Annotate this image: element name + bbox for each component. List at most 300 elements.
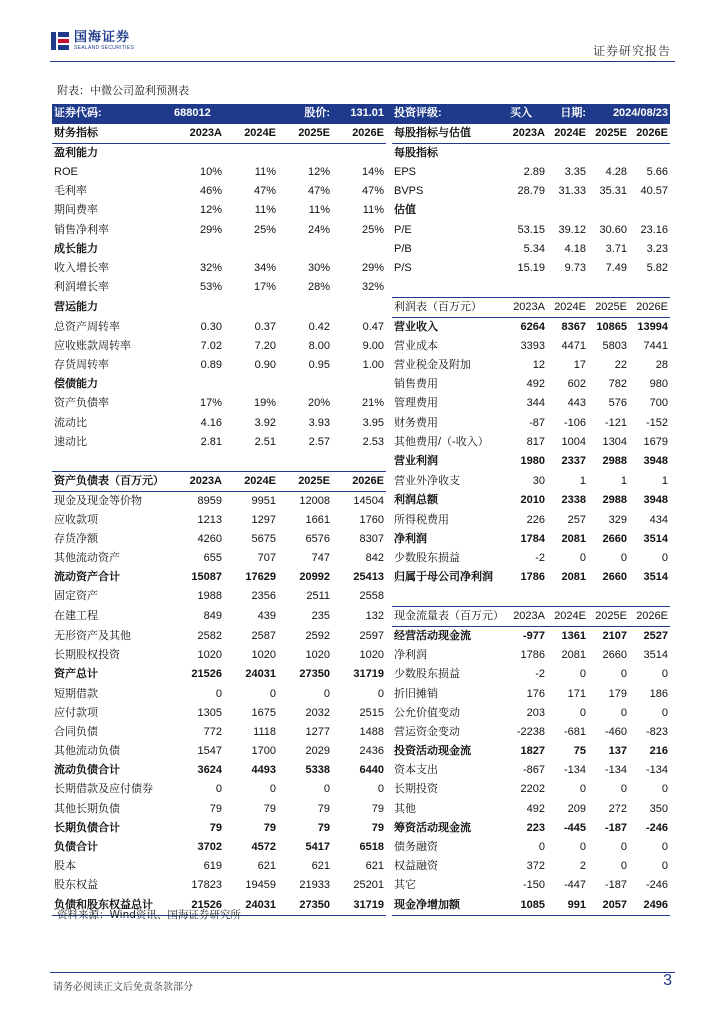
value-cell: 1 xyxy=(579,474,586,487)
value-cell: 2582 xyxy=(197,629,222,642)
table-row xyxy=(52,414,670,433)
value-cell: 3514 xyxy=(643,649,668,662)
value-cell: 17823 xyxy=(191,879,222,892)
table-row xyxy=(52,587,670,606)
value-cell: 2026E xyxy=(629,297,670,317)
value-cell: -121 xyxy=(604,416,627,429)
value-cell: 2496 xyxy=(629,896,670,916)
value-cell xyxy=(278,297,332,317)
value-cell: 0 xyxy=(323,783,330,796)
value-cell: 0.47 xyxy=(362,320,384,333)
value-cell: 5417 xyxy=(305,841,330,854)
value-cell: 29% xyxy=(361,262,384,275)
value-cell: 132 xyxy=(365,610,384,623)
value-cell: -152 xyxy=(645,416,668,429)
value-cell: 0 xyxy=(620,841,627,854)
value-cell: 2025E xyxy=(278,471,332,491)
value-cell: 29% xyxy=(199,223,222,236)
value-cell: -87 xyxy=(529,416,545,429)
value-cell: 17629 xyxy=(245,571,276,584)
value-cell: 30% xyxy=(307,262,330,275)
value-cell: 12% xyxy=(199,204,222,217)
table-row xyxy=(52,221,670,240)
value-cell: 12% xyxy=(307,166,330,179)
value-cell: 32% xyxy=(361,281,384,294)
right-row-label: EPS xyxy=(394,166,417,179)
value-cell xyxy=(278,375,332,394)
value-cell xyxy=(332,297,386,317)
value-cell: 3.93 xyxy=(308,416,330,429)
value-cell: 3.71 xyxy=(605,242,627,255)
value-cell: -681 xyxy=(563,725,586,738)
value-cell: 3514 xyxy=(643,571,668,584)
value-cell: 1118 xyxy=(253,725,276,738)
value-cell: 329 xyxy=(608,513,627,526)
value-cell xyxy=(629,201,670,220)
value-cell: 14504 xyxy=(353,494,384,507)
value-cell: 2024E xyxy=(547,607,588,627)
left-row-label: 合同负债 xyxy=(54,725,98,738)
value-cell: -150 xyxy=(522,879,545,892)
value-cell xyxy=(588,278,629,297)
value-cell: 344 xyxy=(526,397,545,410)
value-cell: 2592 xyxy=(305,629,330,642)
right-row-label: 营业外净收支 xyxy=(394,474,460,487)
value-cell: 9.73 xyxy=(564,262,586,275)
value-cell xyxy=(224,297,278,317)
left-row-label: 毛利率 xyxy=(54,185,87,198)
value-cell: 1 xyxy=(661,474,668,487)
value-cell xyxy=(547,201,588,220)
value-cell xyxy=(172,144,224,164)
left-row-label: 长期负债合计 xyxy=(54,821,120,834)
value-cell: 2107 xyxy=(602,630,627,643)
right-row-label: P/E xyxy=(394,223,412,236)
value-cell: 0 xyxy=(661,841,668,854)
right-row-label: 其他 xyxy=(394,802,416,815)
value-cell xyxy=(278,144,332,164)
value-cell: 1.00 xyxy=(362,359,384,372)
value-cell: 0 xyxy=(579,552,586,565)
value-cell: 3702 xyxy=(197,841,222,854)
year-header: 2024E xyxy=(547,124,588,144)
value-cell: 10% xyxy=(199,166,222,179)
right-row-label: 利润表（百万元） xyxy=(392,297,508,317)
value-cell: 4572 xyxy=(251,841,276,854)
value-cell: 7.02 xyxy=(200,339,222,352)
value-cell: 0 xyxy=(579,841,586,854)
value-cell xyxy=(172,297,224,317)
right-row-label: 所得税费用 xyxy=(394,513,449,526)
value-cell: 5803 xyxy=(602,339,627,352)
value-cell: 5.34 xyxy=(523,242,545,255)
left-row-label: 短期借款 xyxy=(54,687,98,700)
value-cell: 2.81 xyxy=(200,435,222,448)
value-cell: 2 xyxy=(579,860,586,873)
value-cell: 1980 xyxy=(520,455,545,468)
value-cell: 434 xyxy=(649,513,668,526)
value-cell: 4260 xyxy=(197,532,222,545)
value-cell: 2.57 xyxy=(308,435,330,448)
value-cell: 2081 xyxy=(561,571,586,584)
right-row-label: 财务费用 xyxy=(394,416,438,429)
value-cell: 11% xyxy=(308,204,330,217)
value-cell: 9.00 xyxy=(362,339,384,352)
value-cell: 31.33 xyxy=(558,185,586,198)
company-logo xyxy=(50,28,134,54)
value-cell: 1304 xyxy=(602,435,627,448)
left-row-label: 总资产周转率 xyxy=(54,320,120,333)
value-cell: 621 xyxy=(257,860,276,873)
value-cell: 21933 xyxy=(299,879,330,892)
value-cell: 2337 xyxy=(561,455,586,468)
right-row-label: 营业成本 xyxy=(394,339,438,352)
table-row xyxy=(52,182,670,201)
value-cell: 2660 xyxy=(602,532,627,545)
value-cell: 137 xyxy=(608,745,627,758)
value-cell xyxy=(508,587,547,606)
rating-label: 投资评级: xyxy=(392,104,508,124)
value-cell: 0 xyxy=(215,783,222,796)
value-cell: 14% xyxy=(361,166,384,179)
value-cell: 0 xyxy=(377,687,384,700)
table-row xyxy=(52,800,670,819)
value-cell: 4493 xyxy=(251,764,276,777)
left-row-label: 应收款项 xyxy=(54,513,98,526)
value-cell: 3.95 xyxy=(362,416,384,429)
table-row xyxy=(52,356,670,375)
value-cell: 1361 xyxy=(561,630,586,643)
table-row xyxy=(52,742,670,761)
value-cell xyxy=(629,144,670,164)
left-row-label: 固定资产 xyxy=(54,590,98,603)
left-row-label: 长期借款及应付债券 xyxy=(54,783,153,796)
value-cell: 2558 xyxy=(359,590,384,603)
year-header: 2026E xyxy=(332,124,386,144)
value-cell: 1700 xyxy=(251,745,276,758)
value-cell: 3.35 xyxy=(564,166,586,179)
value-cell: 47% xyxy=(253,185,276,198)
left-row-label: 应付款项 xyxy=(54,706,98,719)
value-cell: 0 xyxy=(661,668,668,681)
value-cell: 2057 xyxy=(588,896,629,916)
right-row-label: 营运资金变动 xyxy=(394,725,460,738)
value-cell: 79 xyxy=(371,802,384,815)
value-cell: 31719 xyxy=(332,896,386,916)
value-cell xyxy=(172,240,224,259)
year-header: 2023A xyxy=(172,124,224,144)
value-cell: 28 xyxy=(655,359,668,372)
table-row xyxy=(52,144,670,164)
value-cell: 2660 xyxy=(602,649,627,662)
right-row-label: 净利润 xyxy=(394,649,427,662)
value-cell: 20% xyxy=(307,397,330,410)
value-cell: 25413 xyxy=(353,571,384,584)
value-cell: 226 xyxy=(526,513,545,526)
right-row-label: 其它 xyxy=(394,879,416,892)
value-cell: 79 xyxy=(317,821,330,834)
right-row-label: 营业利润 xyxy=(394,455,438,468)
table-row xyxy=(52,491,670,511)
right-row-label: 投资活动现金流 xyxy=(394,745,471,758)
value-cell: 1277 xyxy=(305,725,330,738)
table-row xyxy=(52,665,670,684)
value-cell: 2081 xyxy=(561,532,586,545)
right-row-label: 销售费用 xyxy=(394,378,438,391)
value-cell: 176 xyxy=(526,687,545,700)
value-cell: 0 xyxy=(538,841,545,854)
value-cell: 2515 xyxy=(359,706,384,719)
page-number: 3 xyxy=(663,972,672,989)
right-row-label: 少数股东损益 xyxy=(394,668,460,681)
left-row-label: 期间费率 xyxy=(54,204,98,217)
left-row-label: 流动负债合计 xyxy=(54,764,120,777)
left-row-label: 利润增长率 xyxy=(54,281,109,294)
value-cell: -447 xyxy=(563,879,586,892)
value-cell: 27350 xyxy=(278,896,332,916)
value-cell: 2527 xyxy=(643,630,668,643)
value-cell xyxy=(547,278,588,297)
value-cell: 24% xyxy=(307,223,330,236)
left-row-label: 其他流动负债 xyxy=(54,745,120,758)
value-cell: 2023A xyxy=(508,607,547,627)
value-cell xyxy=(224,452,278,471)
left-row-label: 流动资产合计 xyxy=(54,571,120,584)
value-cell: 621 xyxy=(365,860,384,873)
value-cell: 2023A xyxy=(172,471,224,491)
value-cell: 0 xyxy=(620,783,627,796)
right-row-label: 营业税金及附加 xyxy=(394,359,471,372)
value-cell: 0 xyxy=(579,783,586,796)
value-cell: 576 xyxy=(608,397,627,410)
value-cell: 79 xyxy=(371,821,384,834)
value-cell: 1020 xyxy=(359,649,384,662)
left-row-label: 存货净额 xyxy=(54,532,98,545)
value-cell: 171 xyxy=(567,687,586,700)
table-row xyxy=(52,761,670,780)
value-cell: 47% xyxy=(361,185,384,198)
table-row xyxy=(52,723,670,742)
value-cell: 30.60 xyxy=(599,223,627,236)
value-cell: 272 xyxy=(608,802,627,815)
value-cell: 1547 xyxy=(197,745,222,758)
value-cell: 79 xyxy=(209,802,222,815)
disclaimer-note: 请务必阅读正文后免责条款部分 xyxy=(53,982,193,993)
value-cell: 32% xyxy=(199,262,222,275)
value-cell: 602 xyxy=(567,378,586,391)
value-cell: 2.53 xyxy=(362,435,384,448)
value-cell: 2.89 xyxy=(523,166,545,179)
value-cell: 257 xyxy=(567,513,586,526)
value-cell: 2023A xyxy=(508,297,547,317)
value-cell: 21526 xyxy=(172,896,224,916)
value-cell xyxy=(278,240,332,259)
value-cell: 25201 xyxy=(353,879,384,892)
value-cell: 24031 xyxy=(224,896,278,916)
left-row-label: 应收账款周转率 xyxy=(54,339,131,352)
value-cell: 700 xyxy=(649,397,668,410)
value-cell: 3624 xyxy=(197,764,222,777)
right-row-label: 净利润 xyxy=(394,532,427,545)
value-cell: -134 xyxy=(563,764,586,777)
left-row-label: 收入增长率 xyxy=(54,262,109,275)
right-row-label: 权益融资 xyxy=(394,860,438,873)
right-row-label: 少数股东损益 xyxy=(394,552,460,565)
value-cell: 3.92 xyxy=(254,416,276,429)
value-cell: 3948 xyxy=(643,455,668,468)
table-row xyxy=(52,627,670,647)
value-cell: 186 xyxy=(649,687,668,700)
value-cell: 2660 xyxy=(602,571,627,584)
value-cell: 2988 xyxy=(602,494,627,507)
value-cell: 17 xyxy=(573,359,586,372)
value-cell: 0.30 xyxy=(200,320,222,333)
value-cell: 11% xyxy=(254,204,276,217)
left-row-label: 成长能力 xyxy=(54,242,98,255)
left-row-label: 速动比 xyxy=(54,435,87,448)
value-cell xyxy=(588,201,629,220)
value-cell: 2988 xyxy=(602,455,627,468)
table-row xyxy=(52,259,670,278)
value-cell: -460 xyxy=(604,725,627,738)
left-row-label: 销售净利率 xyxy=(54,223,109,236)
left-row-label: 资产负债率 xyxy=(54,397,109,410)
table-row xyxy=(52,201,670,220)
value-cell: -2238 xyxy=(516,725,545,738)
value-cell: 2025E xyxy=(588,607,629,627)
value-cell: 40.57 xyxy=(640,185,668,198)
value-cell: 0 xyxy=(620,668,627,681)
right-row-label: 现金净增加额 xyxy=(392,896,508,916)
value-cell: 5338 xyxy=(305,764,330,777)
value-cell: 5.82 xyxy=(646,262,668,275)
table-row xyxy=(52,530,670,549)
value-cell: -187 xyxy=(604,879,627,892)
right-row-label xyxy=(392,587,508,606)
value-cell: 17% xyxy=(253,281,276,294)
value-cell: 0 xyxy=(620,860,627,873)
value-cell: 2024E xyxy=(547,297,588,317)
value-cell: 20992 xyxy=(299,571,330,584)
table-row xyxy=(52,317,670,337)
value-cell: 1661 xyxy=(305,513,330,526)
value-cell xyxy=(508,278,547,297)
value-cell: -246 xyxy=(645,821,668,834)
value-cell: 747 xyxy=(311,552,330,565)
value-cell: 75 xyxy=(573,745,586,758)
value-cell: 2026E xyxy=(629,607,670,627)
left-row-label: 盈利能力 xyxy=(54,147,98,159)
value-cell: 1827 xyxy=(520,745,545,758)
footer-divider xyxy=(50,972,675,973)
value-cell: 7441 xyxy=(643,339,668,352)
value-cell: 19459 xyxy=(245,879,276,892)
table-row xyxy=(52,684,670,703)
value-cell: 0 xyxy=(620,706,627,719)
value-cell xyxy=(172,375,224,394)
left-row-label xyxy=(52,452,172,471)
value-cell: 17% xyxy=(199,397,222,410)
value-cell: 2029 xyxy=(305,745,330,758)
value-cell: 1760 xyxy=(359,513,384,526)
right-row-label: 利润总额 xyxy=(394,494,438,507)
value-cell: 0.95 xyxy=(308,359,330,372)
value-cell: -106 xyxy=(563,416,586,429)
value-cell: 235 xyxy=(311,610,330,623)
value-cell: 4.28 xyxy=(605,166,627,179)
value-cell: 2597 xyxy=(359,629,384,642)
value-cell xyxy=(332,375,386,394)
left-row-label: 其他长期负债 xyxy=(54,802,120,815)
value-cell: 1305 xyxy=(197,706,222,719)
value-cell: -2 xyxy=(535,552,545,565)
value-cell: 0.89 xyxy=(200,359,222,372)
table-row xyxy=(52,876,670,895)
report-type-label: 证券研究报告 xyxy=(592,44,671,58)
sealand-logo-icon xyxy=(50,30,70,52)
value-cell: 7.49 xyxy=(605,262,627,275)
value-cell: 15.19 xyxy=(517,262,545,275)
table-row xyxy=(52,433,670,452)
value-cell: 46% xyxy=(199,185,222,198)
value-cell: 5675 xyxy=(251,532,276,545)
right-section-title: 每股指标与估值 xyxy=(392,124,508,144)
right-row-label: P/S xyxy=(394,262,412,275)
value-cell: 0 xyxy=(661,552,668,565)
value-cell: 492 xyxy=(526,802,545,815)
table-row xyxy=(52,278,670,297)
value-cell: 772 xyxy=(203,725,222,738)
value-cell: 1675 xyxy=(251,706,276,719)
value-cell: 209 xyxy=(567,802,586,815)
value-cell: 1297 xyxy=(251,513,276,526)
value-cell: 1679 xyxy=(643,435,668,448)
left-row-label: ROE xyxy=(54,166,78,179)
value-cell: 1020 xyxy=(197,649,222,662)
left-row-label: 流动比 xyxy=(54,416,87,429)
value-cell: 30 xyxy=(532,474,545,487)
value-cell: 53% xyxy=(199,281,222,294)
value-cell: -823 xyxy=(645,725,668,738)
forecast-table xyxy=(52,104,670,916)
value-cell: 0 xyxy=(620,552,627,565)
value-cell: 619 xyxy=(203,860,222,873)
value-cell xyxy=(224,240,278,259)
value-cell: 39.12 xyxy=(558,223,586,236)
value-cell: 3514 xyxy=(643,532,668,545)
code-label: 证券代码: xyxy=(52,104,172,124)
value-cell: 1784 xyxy=(520,532,545,545)
value-cell: 5.66 xyxy=(646,166,668,179)
value-cell: 439 xyxy=(257,610,276,623)
value-cell: 12008 xyxy=(299,494,330,507)
right-row-label: 每股指标 xyxy=(394,147,438,159)
security-info-bar xyxy=(52,104,670,124)
value-cell: 4.18 xyxy=(564,242,586,255)
value-cell: 28% xyxy=(307,281,330,294)
value-cell: 0 xyxy=(661,860,668,873)
value-cell xyxy=(172,452,224,471)
value-cell: 492 xyxy=(526,378,545,391)
value-cell: -2 xyxy=(535,668,545,681)
table-row xyxy=(52,337,670,356)
value-cell: 15087 xyxy=(191,571,222,584)
value-cell: 8307 xyxy=(359,532,384,545)
value-cell: 21% xyxy=(361,397,384,410)
value-cell: 24031 xyxy=(245,668,276,681)
left-row-label: 负债合计 xyxy=(54,841,98,854)
value-cell: 47% xyxy=(307,185,330,198)
